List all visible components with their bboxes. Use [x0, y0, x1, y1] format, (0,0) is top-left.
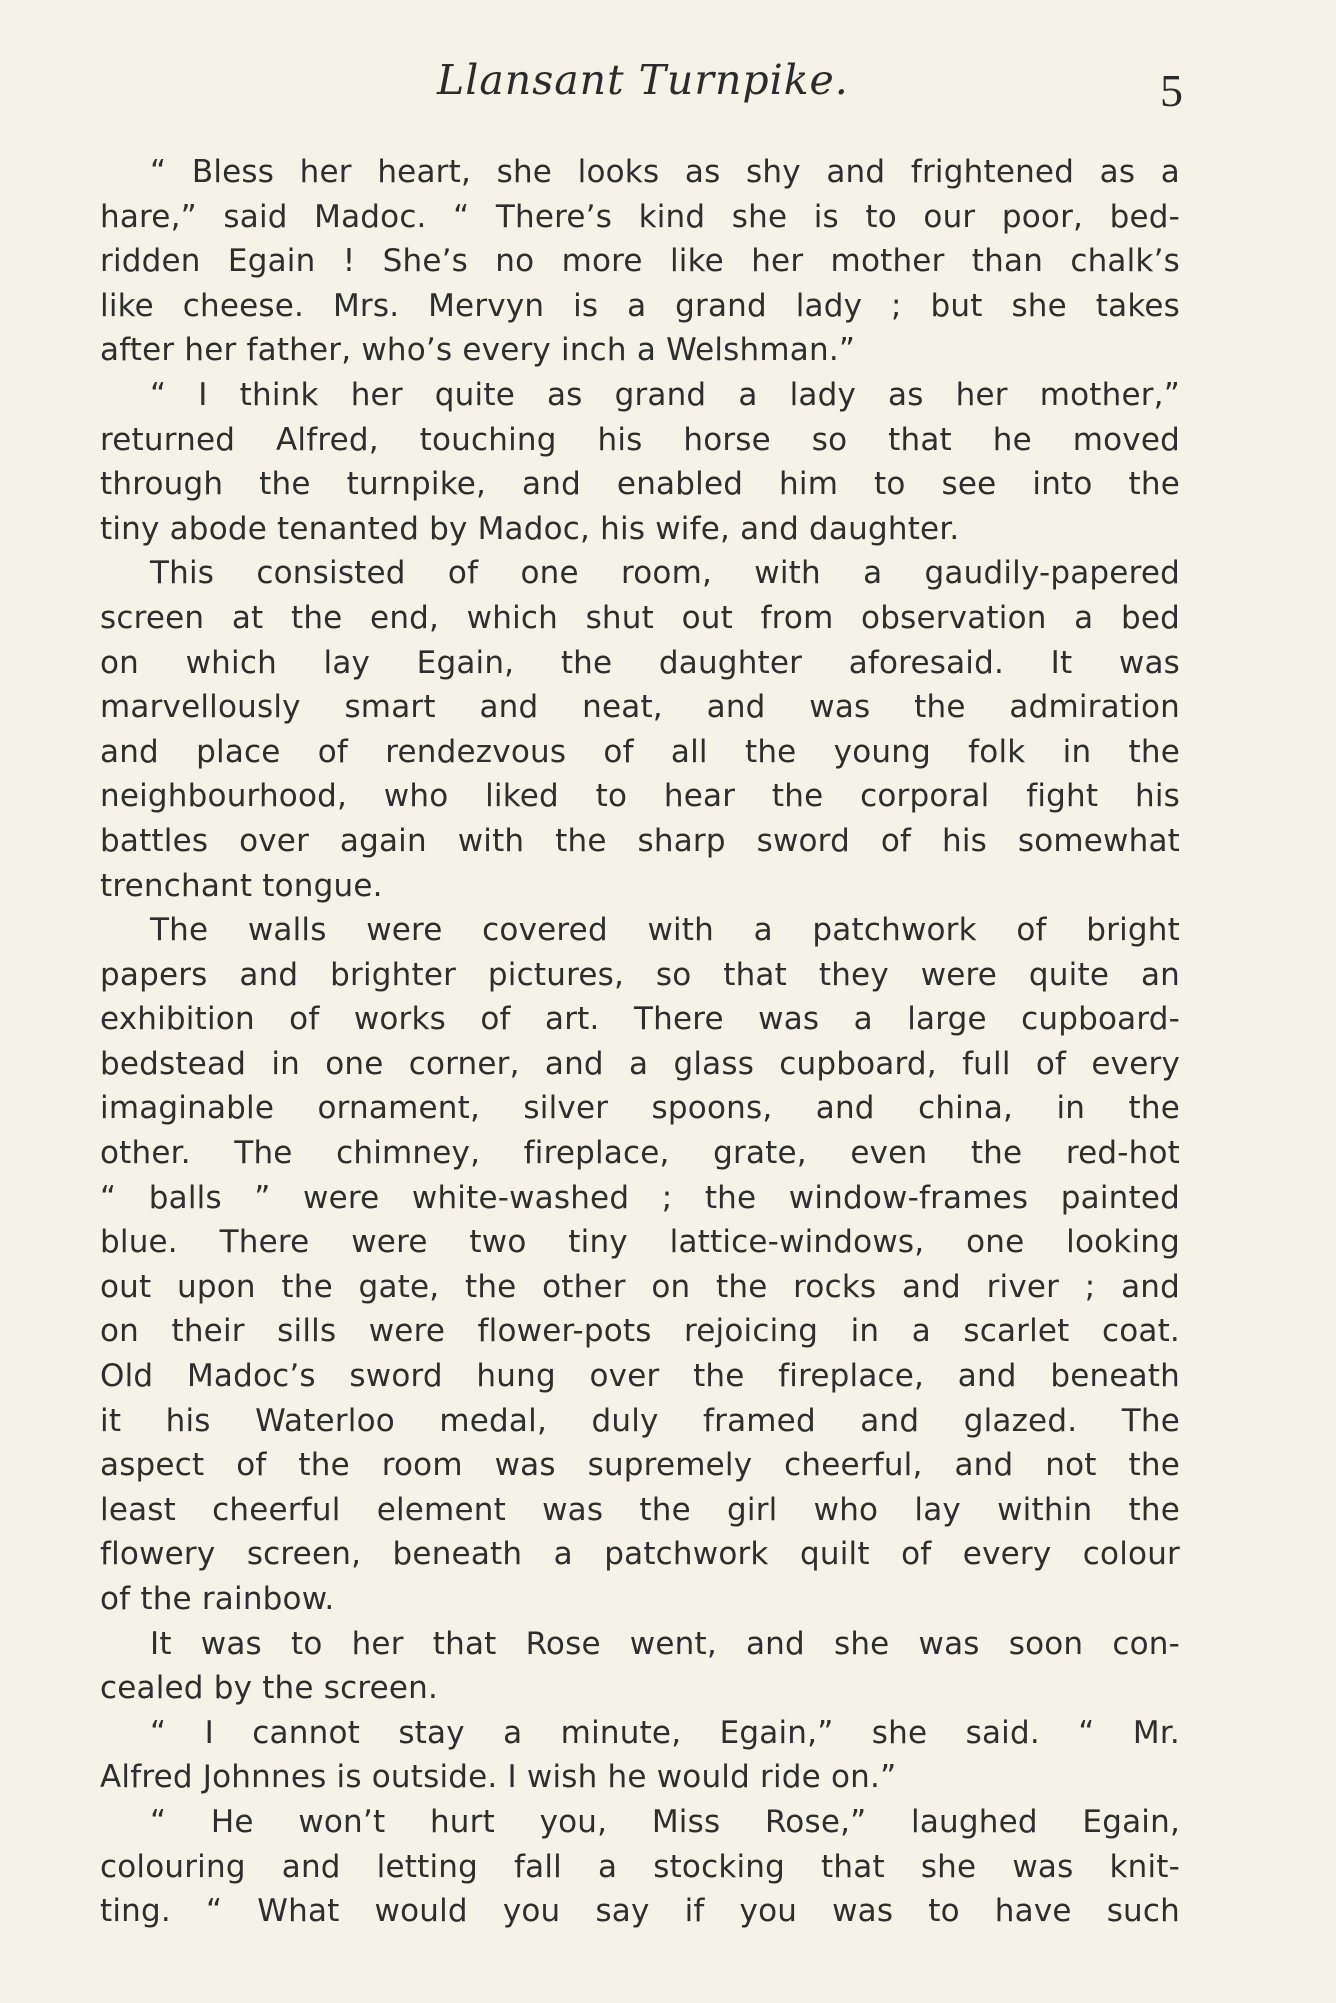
text-line: other. The chimney, fireplace, grate, even the red-hot [100, 1135, 1180, 1172]
page-number: 5 [1160, 65, 1183, 116]
text-line: This consisted of one room, with a gaudily-papered [150, 555, 1180, 592]
text-line: it his Waterloo medal, duly framed and glazed. The [100, 1402, 1180, 1439]
text-line: out upon the gate, the other on the rocks and river ; and [100, 1268, 1180, 1305]
text-line: blue. There were two tiny lattice-windows, one looking [100, 1224, 1180, 1261]
text-line: and place of rendezvous of all the young folk in the [100, 733, 1180, 770]
text-line: returned Alfred, touching his horse so that he moved [100, 421, 1180, 458]
text-line: It was to her that Rose went, and she was soon con- [150, 1625, 1180, 1662]
text-line: The walls were covered with a patchwork of bright [150, 912, 1180, 949]
text-line: ridden Egain ! She’s no more like her mother than chalk’s [100, 243, 1180, 280]
text-line: after her father, who’s every inch a Welshman.” [100, 332, 856, 369]
text-line: Old Madoc’s sword hung over the fireplace, and beneath [100, 1358, 1180, 1395]
text-line: “ balls ” were white-washed ; the window-frames painted [100, 1179, 1180, 1216]
text-line: battles over again with the sharp sword of his somewhat [100, 822, 1180, 859]
text-line: imaginable ornament, silver spoons, and china, in the [100, 1090, 1180, 1127]
text-line: on their sills were flower-pots rejoicing in a scarlet coat. [100, 1313, 1180, 1350]
text-line: marvellously smart and neat, and was the admiration [100, 689, 1180, 726]
text-line: ting. “ What would you say if you was to have such [100, 1893, 1180, 1930]
text-line: cealed by the screen. [100, 1670, 439, 1707]
text-line: flowery screen, beneath a patchwork quilt of every colour [100, 1536, 1180, 1573]
text-line: “ Bless her heart, she looks as shy and frightened as a [150, 154, 1180, 190]
text-line: aspect of the room was supremely cheerful, and not the [100, 1447, 1180, 1484]
text-line: colouring and letting fall a stocking that she was knit- [100, 1848, 1180, 1885]
body-text [100, 150, 1180, 1934]
text-line: Alfred Johnnes is outside. I wish he would ride on.” [100, 1759, 897, 1796]
running-title: Llansant Turnpike. [437, 56, 849, 104]
text-line: on which lay Egain, the daughter aforesaid. It was [100, 644, 1180, 681]
text-line: tiny abode tenanted by Madoc, his wife, and daughter. [100, 510, 960, 547]
text-line: screen at the end, which shut out from observation a bed [100, 599, 1180, 636]
text-line: papers and brighter pictures, so that they were quite an [100, 956, 1180, 993]
text-line: like cheese. Mrs. Mervyn is a grand lady ; but she takes [100, 287, 1180, 324]
text-line: bedstead in one corner, and a glass cupboard, full of every [100, 1045, 1180, 1082]
text-line: exhibition of works of art. There was a large cupboard- [100, 1001, 1180, 1038]
running-head [0, 56, 1336, 116]
text-line: “ He won’t hurt you, Miss Rose,” laughed Egain, [150, 1803, 1180, 1840]
text-line: least cheerful element was the girl who lay within the [100, 1491, 1180, 1528]
text-line: through the turnpike, and enabled him to see into the [100, 466, 1180, 503]
text-line: of the rainbow. [100, 1581, 335, 1617]
text-line: neighbourhood, who liked to hear the corporal fight his [100, 778, 1180, 815]
text-line: “ I cannot stay a minute, Egain,” she said. “ Mr. [150, 1714, 1180, 1751]
text-line: trenchant tongue. [100, 867, 383, 904]
text-line: hare,” said Madoc. “ There’s kind she is to our poor, bed- [100, 198, 1180, 235]
text-line: “ I think her quite as grand a lady as her mother,” [150, 376, 1180, 413]
